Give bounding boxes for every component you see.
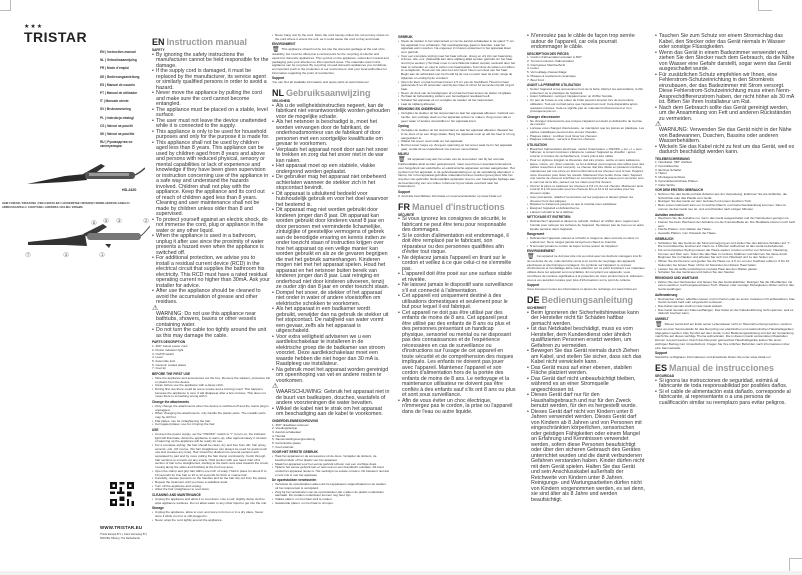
bullet-item: • De gebruiker mag het apparaat niet onbeheerd achterlaten wanneer de stekker zich in het stopcontact bevindt. (272, 175, 390, 192)
bullet-item: • Dompel het snoer, de stekker of het apparaat niet onder in water of andere vloeistoffen om elektrische schokken te voorkomen. (272, 291, 390, 308)
manual-column (655, 34, 795, 406)
subheading: REINIGUNG UND WARTUNG (655, 275, 699, 280)
paragraph: 7. Cool tip (152, 366, 166, 371)
website-link[interactable]: WWW.TRISTAR.EU (100, 525, 143, 530)
language-code: FR (398, 201, 410, 212)
paragraph: 7. Kalte Spitze (655, 182, 675, 187)
company-address: Tristar Europe B.V. | Jules Verneweg 87 | 5015 BH Tilburg | The Netherlands (100, 533, 148, 540)
bullet-item: • Dieses Gerät darf nicht von Kindern unter 8 Jahren verwendet werden. Dieses Gerät darf von Kindern ab 8 Jahren und von Personen mit eingeschränkten körperlichen, sensorischen oder geistigen Fähigkeiten oder einem Mangel an Erfahrung und Kenntnissen verwendet werden, sofern diese Personen beaufsichtigt oder über den sicheren Gebrauch des Gerätes unterrichtet wurden und die damit verbundenen Gefahren verstanden haben. Kinder dürfen nicht mit dem Gerät spielen. Halten Sie das Gerät und sein Anschlusskabel außerhalb der Reichweite von Kindern unter 8 Jahren. Reinigungs- und Wartungsarbeiten dürfen nicht von Kindern vorgenommen werden, es sei denn, sie sind älter als 8 Jahre und werden beaufsichtigt. (527, 410, 645, 504)
bullet-item: • Afin de vous éviter un choc électrique, n'immergez pas le cordon, la prise ou l'appareil dans de l'eau ou autre liquide. (398, 399, 516, 416)
logo-wordmark: TRISTAR (24, 29, 88, 45)
bullet-item: • Dit apparaat mag niet worden gebruikt door kinderen jonger dan 8 jaar. Dit apparaat kan worden gebruikt door kinderen vanaf 8 jaar en door personen met verminderde lichamelijke, zintuiglijke of geestelijke vermogens of gebrek aan de benodigde ervaring en kennis indien ze onder toezicht staan of instructies krijgen over hoe het apparaat op een veilige manier kan worden gebruikt en als ze de gevaren begrijpen die met het gebruik samenhangen. Kinderen mogen niet met het apparaat spelen. Houd het apparaat en het netsnoer buiten bereik van kinderen jonger dan 8 jaar. Laat reiniging en onderhoud niet door kinderen uitvoeren, tenzij ze ouder zijn dan 8 jaar en onder toezicht staan. (272, 208, 390, 291)
qr-code (110, 482, 134, 506)
small-bullet-item: • Beim ersten Gebrauch kann es zu leichter Rauch- und Geruchsentwicklung kommen. Dies ist normal, da das Gerät neu ist, und verschwindet nach einigen Minuten. (655, 204, 795, 211)
small-bullet-item: • Flat plates: use for straightening the hair. (152, 420, 270, 424)
section-title: Instruction manual (166, 37, 248, 47)
bullet-item: • Het apparaat moet op een stabiele, vlakke ondergrond worden geplaatst. (272, 164, 390, 175)
subheading: Support (398, 190, 411, 195)
small-bullet-item: • Never hang unit by the cord. Store the cord loosely coiled. Do not put any stress on the cord where it enters the unit, as it could cause the cord to fray and break. (272, 34, 390, 41)
environment-text (272, 47, 390, 75)
subheading: Support (272, 76, 285, 81)
subheading: Change the attachments (152, 400, 190, 405)
small-bullet-item: • When changing the attachments, only handle the plastic parts. The metallic parts may be still hot. (152, 412, 270, 419)
bullet-item: • Voor extra veiligheid adviseren we u een aardlekschakelaar te installeren in de elektrische groep die de badkamer van stroom voorziet. Deze aardlekschakelaar moet een waarde hebben die niet hoger dan 30 mA is. Raadpleeg uw installateur. (272, 335, 390, 368)
bullet-item: • For additional protection, we advise you to install a residual current device (RCD) in the electrical circuit that supplies the bathroom his electricity. This RCD must have a rated residual operating current no higher than 30mA. Ask your installer for advice. (152, 256, 270, 289)
paragraph: 4. Hebel (655, 171, 667, 176)
subheading: ONDERDELENBESCHRIJVING (272, 418, 319, 423)
environment-body: Dit apparaat mag aan het einde van de levensduur niet bij het normale huishoudelijke afval worden gedeponeerd, maar moet bij een speciaal inzamelpunt voor hergebruik van elektrische en elektronische apparaten worden aangeboden. Het symbool op het apparaat, in de gebruiksaanwijzing en op de verpakking attendeert u hierop. De in het apparaat gebruikte materialen kunnen worden gerecycled. Met het recyclen van gebruikte huishoudelijke apparaten levert u een belangrijke bijdrage aan de bescherming van ons milieu. Informeer bij uw lokale overheid naar het inzamelpunt. (398, 157, 515, 189)
small-bullet-item: • Connect the power supply, set the "ON/OFF" switch to "I" to turn on, the indicator light will illuminate. Allow the appliance to warm-up, after approximately 2 minutes of warming up the appliance will be ready for use. (152, 433, 270, 444)
bullet-item: • Bewegen Sie das Gerät niemals durch Ziehen am Kabel, und stellen Sie sicher, dass sich das Kabel nicht verwickeln kann. (527, 349, 645, 366)
small-bullet-item: • Für ein komplettes Styling müssen die Haare sauber, trocken und frei von Schmutz, Haarspray, Cremes und Ölen sein. Teilen Sie das Haar in mehrere Strähnen und kämmen Sie diese durch. Beginnen Sie im Nacken und arbeiten Sie sich zum Oberkopf und zu den Seiten vor. (655, 249, 795, 260)
bullet-item: • Cet appareil est uniquement destiné à des utilisations domestiques et seulement pour le but pour lequel il est fabriqué. (398, 294, 516, 311)
language-code: ES (655, 362, 668, 373)
environment-body: Cet appareil ne doit pas être mis au rebut avec les déchets ménagers à la fin de sa durée de vie, mais doit être remis à un centre de recyclage des appareils électriques et électroniques ménagers. Ce symbole sur l'appareil, le manuel d'instructions et l'emballage attire votre attention sur ce point important. Les matériaux utilisés dans cet appareil sont recyclables. En recyclant vos appareils, vous contribuez de manière significative à la protection de notre environnement. Adressez-vous à vos autorités locales pour plus d'informations sur le point de collecte. (527, 254, 645, 282)
paragraph: 1. Netzkabel, 360° drehbar (655, 160, 692, 165)
subheading: PARTS DESCRIPTION (152, 340, 186, 345)
small-bullet-item: • Unplug the appliance, allow to cool, and store in its box or in a dry place. Never store it while it is hot or still plugged in. (152, 511, 270, 518)
bullet-item: • The appliance must be placed on a stable, level surface. (152, 108, 270, 119)
callout-number: 3 (118, 218, 121, 223)
section-heading (272, 88, 390, 98)
warning-text: WARNING: Do not use this appliance near bathtubs, showers, basins or other vessels containing water. (156, 310, 257, 328)
small-bullet-item: • Débranchez l'appareil, laissez-le refroidir et rangez-le dans sa boîte ou dans un endroit sec. Ne le rangez jamais lorsqu'il est chaud ou branché. (527, 237, 645, 244)
subheading: USE (152, 428, 159, 433)
bullet-item: • L'appareil doit être posé sur une surface stable et nivelée. (398, 272, 516, 283)
crossed-bin-icon: 🗑 (272, 47, 280, 54)
subheading: SEGURIDAD (655, 373, 675, 378)
curling-iron-image (25, 158, 145, 188)
small-bullet-item: • Allow the hair straightener to cool down. (152, 488, 270, 492)
paragraph: 6. Ceramic coated plates (152, 362, 187, 367)
language-list (100, 50, 148, 152)
small-bullet-item: • Haal het apparaat en de accessoires uit de doos. Verwijder de stickers, de beschermfolie of het plastic van het apparaat. (272, 455, 390, 462)
bullet-item: • By ignoring the safety instructions the manufacturer cannot be held responsible for the damage. (152, 53, 270, 70)
paragraph: 5. Assemble lock (152, 358, 176, 363)
section-heading (527, 295, 645, 305)
small-bullet-item: • Take the appliance and accessories out the box. Remove the stickers, protective foil or plastic from the device. (152, 377, 270, 384)
subheading: ENVIRONMENT (272, 42, 296, 47)
small-bullet-item: • Clean before use the appliance with a damp cloth. (152, 384, 270, 388)
small-bullet-item: • Only change the attachments when the device is switched off and the mains plug is unplugged. (152, 405, 270, 412)
language-item: SK | Návod na použitie (100, 131, 135, 136)
language-item: ES | Manual de usuario (100, 82, 135, 87)
bullet-item: • Verplaats het apparaat nooit door aan het snoer te trekken en zorg dat het snoer niet in de war kan raken. (272, 148, 390, 165)
language-code: EN (152, 37, 165, 47)
subheading: VOOR HET EERSTE GEBRUIK (272, 450, 318, 455)
manual-column (398, 34, 516, 415)
small-bullet-item: • Voor een complete styling moet het haar schoon, droog en vrij zijn van haarspray, crèmes, olie, enz. (Natuurlijk kan deze stijltang altijd worden gebruikt om het haar snel bij te werken.) Het haar moet in verschillende lokken worden verdeeld door het haar te scheiden en vast te zetten met haarspelden. Kam door de lokken om klitten te verwijderen. Houd één lok vast met één hand. Neem een deel van het haar. Begin aan de achterkant van het hoofd bij de nek en werk naar de kruin, langs de zijkanten en eindig bij de voorkant. (398, 55, 516, 81)
bullet-item: • Tauchen Sie zum Schutz vor einem Stromschlag das Kabel, den Stecker oder das Gerät niemals in Wasser oder sonstige Flüssigkeiten. (655, 34, 795, 51)
small-bullet-item: • Ouvrez la pince et saisissez les cheveux à 2,5 cm du cuir chevelu. Maintenez ainsi environ 8 à 10 secondes pour les cheveux fins et 10 à 12 secondes pour les cheveux épais. (527, 185, 645, 196)
small-bullet-item: • Lorsque vous changez d'accessoire, ne manipulez que les pièces en plastique. Les parties métalliques peuvent être encore chaudes. (527, 127, 645, 134)
subheading: SAFETY (152, 48, 165, 52)
bullet-item: • Never move the appliance by pulling the cord and make sure the cord cannot become entangled. (152, 91, 270, 108)
crop-mark (0, 0, 11, 11)
paragraph: 2. Kontrollleuchte (655, 164, 679, 168)
crop-mark (789, 558, 802, 572)
manual-column (527, 34, 645, 503)
bullet-item: • Si le cordon d'alimentation est endommagé, il doit être remplacé par le fabricant, son réparateur ou des personnes qualifiées afin d'éviter tout risque. (398, 234, 516, 256)
bullet-item: • Dieses Gerät darf nur für den Haushaltsgebrauch und nur für den Zweck benutzt werden, für den es hergestellt wurde. (527, 393, 645, 410)
paragraph: 7. Bout froid (527, 77, 544, 82)
warning-icon: ⚠ (152, 304, 159, 312)
bullet-item: • Das Gerät darf nicht unbeaufsichtigt bleiben, während es an einer Stromquelle angeschlossen ist. (527, 377, 645, 394)
callout-number: 2 (145, 218, 148, 223)
paragraph: 3. Ein/Aus-Schalter (655, 167, 682, 172)
small-bullet-item: • Avant l'utilisation, nettoyez l'appareil avec un chiffon humide. (527, 95, 645, 99)
bullet-item: • To protect yourself against an electric shock, do not immerse the cord, plug or appliance in the water or any other liquid. (152, 218, 270, 235)
callout-number: 6 (93, 220, 96, 225)
subheading: TEILEBESCHREIBUNG (655, 156, 690, 161)
cover-panel (0, 0, 150, 575)
small-bullet-item: • Steek de stekker in het stopcontact en zet de aan/uit-schakelaar in de stand "I" om het apparaat in te schakelen. Het voedingslampje gaat nu branden. Laat het apparaat warm worden. Na ongeveer 2 minuten opwarmen is het apparaat klaar voor gebruik. (398, 40, 516, 55)
small-bullet-item: • Reinigen Sie das Gerät vor dem Gebrauch mit einem feuchten Tuch. (655, 200, 795, 204)
paragraph: 3. Aan/uit-schakelaar (272, 429, 301, 434)
bullet-item: • Si vous ignorez les consignes de sécurité, le fabricant ne peut être tenu pour responsable des dommages. (398, 217, 516, 234)
paragraph: 1. 360° draaibaar netsnoer (272, 422, 309, 427)
small-bullet-item: • N'enroulez jamais le cordon de façon serrée autour de l'appareil. (527, 245, 645, 249)
paragraph: 2. Voedingslampje (272, 426, 298, 431)
bullet-item: • Als u de veiligheidsinstructies negeert, kan de fabrikant niet verantwoordelijk worden gehouden voor de mogelijke schade. (272, 104, 390, 121)
small-bullet-item: • Plaques plates : à utiliser pour lisser les cheveux. (527, 135, 645, 139)
manual-column (272, 34, 390, 505)
language-item: EN | Instruction manual (100, 50, 136, 54)
section-title: Manuel d'instructions (412, 201, 505, 212)
language-item: NL | Gebruiksaanwijzing (100, 58, 137, 63)
paragraph: 4. Lever (152, 355, 164, 360)
bullet-item: • Dit apparaat is uitsluitend bedoeld voor huishoudelijk gebruik en voor het doel waarvoor het bestemd is. (272, 192, 390, 209)
paragraph: 5. Verrouillage d'assemblage (527, 70, 567, 75)
small-bullet-item: • For a complete styling, the hair should be clean, dry and free from dirt, hair spray, ceramic, oils. (Of course, this hair straightener can always be used for quick touch ups and creases any time). Hair should be divided into several sections and separated by part and by more pulling the hair clamp consistently. Comb through hair sections to smooth out any snarls. Hold section with one hand. Part off a section of hair to be straightened, starting at the back neck area towards the crown, moving along the sides and finishing at the front top area. (152, 444, 270, 470)
small-bullet-item: • Open de klem en pak het haar binnen 2,5 cm van de hoofdhuid. Houd het haar gedurende 8 tot 10 seconden vast bij dun haar of 10 tot 12 seconden bij dik of grof haar. (398, 81, 516, 92)
bullet-item: • Wickeln Sie das Kabel nicht zu fest um das Gerät, weil es dadurch beschädigt werden kann. (655, 145, 795, 156)
small-bullet-item: • Maak het apparaat voor het eerste gebruik schoon met een vochtige doek. (272, 463, 390, 467)
subheading: Aufsätze wechseln (655, 212, 684, 217)
callout-number: 7 (27, 252, 30, 257)
section-title: Gebruiksaanwijzing (286, 87, 371, 98)
language-item: CS | Návod na použití (100, 123, 133, 128)
small-bullet-item: • Herhaal de behandeling totdat u een bevredigend resultaat heeft. (398, 95, 516, 99)
small-bullet-item: • Wechseln Sie die Aufsätze nur, wenn das Gerät ausgeschaltet und der Netzstecker gezogen ist. (655, 217, 795, 221)
small-bullet-item: • Never wrap the cord tightly around the appliance. (152, 519, 270, 523)
subheading: CLEANING AND MAINTENANCE (152, 493, 201, 498)
environment-text (527, 254, 645, 282)
warning-text: WAARSCHUWING: Gebruik het apparaat niet in de buurt van badkuipen, douches, wastafels of andere voorzieningen die water bevatten. (276, 389, 390, 407)
small-bullet-item: • Schließen Sie das Gerät an die Stromversorgung an und stellen Sie den Ein/Aus-Schalter auf "I". Die Kontrollleuchte leuchtet auf. Nach ca. 2 Minuten Aufheizzeit ist das Gerät betriebsbereit. (655, 242, 795, 249)
language-code: DE (527, 294, 540, 305)
bullet-item: • If the supply cord is damaged, it must be replaced by the manufacturer, its service agent or similarly qualified persons in order to avoid a hazard. (152, 69, 270, 91)
paragraph: Vous trouverez toutes les informations et pièces de rechange sur www.tristar.eu! (527, 287, 637, 292)
section-title: Bedienungsanleitung (541, 294, 634, 305)
paragraph: 5. Samenstellingsvergrendeling (272, 437, 316, 442)
small-bullet-item: • Open the clamp and grip hair within one inch of scalp. Hold in place for about 8 to 10 seconds for fine hair or 10 to 12 seconds for thick or coarse hair. (152, 470, 270, 477)
crossed-bin-icon: 🗑 (527, 254, 535, 261)
warning-icon: ⚠ (655, 121, 662, 128)
small-bullet-item: • During first use there could be some smoke and a burning smell. This happens because the appliance is new. It will disappear after a few minutes. This does not mean there is something wrong with it. (152, 388, 270, 399)
bullet-item: • This appliance shall not be used by children aged less than 8 years. This appliance can be used by children aged from 8 years and above and persons with reduced physical, sensory or mental capabilities or lack of experience and knowledge if they have been given supervision or instruction concerning use of the appliance in a safe way and understand the hazards involved. Children shall not play with the appliance. Keep the appliance and its cord out of reach of children aged less than 8 years. Cleaning and user maintenance shall not be made by children unless older than 8 and supervised. (152, 141, 270, 218)
tristar-logo (24, 24, 104, 44)
language-item: IT | Manuale utente (100, 99, 129, 104)
bullet-item: • When the appliance is used in a bathroom, unplug it after use since the proximity of water presents a hazard even when the appliance is switched off. (152, 234, 270, 256)
bullet-item: • Do not turn the cable too tightly around the unit as this may damage the cable. (152, 328, 270, 339)
subheading: Support (527, 283, 540, 288)
small-bullet-item: • Repeat the treatment until you have a satisfied result. (152, 481, 270, 485)
language-code: NL (272, 87, 284, 98)
small-bullet-item: • Schakel het apparaat uit en verwijder de stekker uit het stopcontact. (398, 99, 516, 103)
small-bullet-item: • Verwissel de opzetstukken alleen als het apparaat is uitgeschakeld en de stekker uit het stopcontact is verwijderd. (272, 483, 390, 490)
small-bullet-item: • Das Gerät niemals am Kabel aufhängen. Das Kabel an der Kabeleinführung nicht spannen, weil es dadurch brechen kann. (655, 309, 795, 316)
subheading: GEBRAUCH (655, 236, 674, 241)
section-heading (655, 363, 795, 373)
bullet-item: • N'enroulez pas le câble de façon trop serrée autour de l'appareil, car cela pourrait endommager le câble. (527, 34, 645, 51)
crop-mark (758, 0, 772, 11)
bullet-item: • Ne laissez jamais le dispositif sans surveillance s'il est connecté à l'alimentation. (398, 283, 516, 294)
section-heading (152, 37, 270, 47)
manual-column (152, 34, 270, 522)
subheading: VEILIGHEID (272, 98, 291, 103)
paragraph: Sämtliche verfügbaren Informationen und Ersatzteile finden Sie unter www.tristar.eu! (655, 355, 771, 359)
small-bullet-item: • Neem de druk van de handgrepen af en laat het haar tussen de platen uit glijden. (398, 92, 516, 96)
language-item: RU | Руководство по эксплуатации (100, 140, 133, 149)
section-heading (398, 202, 516, 212)
small-bullet-item: • Répétez le traitement jusqu'à ce que le résultat vous satisfasse. (527, 203, 645, 207)
paragraph: 6. Keramikbeschichtete Platten (655, 178, 698, 183)
paragraph: 5. Montageverschluss (655, 175, 686, 180)
subheading: REINIGING EN ONDERHOUD (398, 107, 442, 112)
language-item: SV | Bruksanvisning (100, 107, 131, 112)
small-bullet-item: • Plaques ondulées : servent à friser les cheveux. (527, 138, 645, 142)
small-bullet-item: • Ne changez d'accessoire que lorsque l'appareil est éteint et débranché de la prise de courant. (527, 120, 645, 127)
small-bullet-item: • Ziehen Sie den Netzstecker und lassen Sie das Gerät abkühlen. Reinigen Sie die Oberflächen mit einem weichen, leicht angefeuchteten Tuch. Wasser oder sonstige Flüssigkeiten dürfen nicht in das Gerät eindringen. (655, 281, 795, 292)
small-bullet-item: • Avec précaution, relâchez la pression sur les poignées et laissez glisser les cheveux hors des plaques. (527, 196, 645, 203)
small-bullet-item: • Lassen Sie die Griffe vorsichtig los und das Haar aus den Platten gleiten. (655, 268, 795, 272)
bullet-item: • This appliance is only to be used for household purposes and only for the purpose it is made for. (152, 130, 270, 141)
paragraph: 6. Keramische platen (272, 441, 302, 446)
small-bullet-item: • Éteignez l'appareil et débranchez-le. (527, 207, 645, 211)
subheading: UMWELT (655, 317, 669, 322)
model-number: HD-2420 (122, 188, 137, 192)
callout-number: 5 (105, 218, 108, 223)
small-bullet-item: • Gewellte Platten: zum Kräuseln der Haare. (655, 232, 795, 236)
bullet-item: • Wenn das Gerät in einem Badezimmer verwendet wird, ziehen Sie den Stecker nach dem Gebrauch, da die Nähe von Wasser eine Gefahr darstellt, sogar wenn das Gerät ausgeschaltet wurde. (655, 51, 795, 73)
small-bullet-item: • Schalten Sie das Gerät aus und ziehen Sie den Stecker. (655, 271, 795, 275)
small-bullet-item: • Zorg bij het verwisselen van de opzetstukken dat u alleen de plastic onderdelen aanraakt. De metalen onderdelen kunnen nog heet zijn. (272, 491, 390, 498)
bullet-item: • Nach dem Gebrauch sollte das Gerät gereinigt werden, um die Ansammlung von Fett und anderen Rückständen zu vermeiden. (655, 106, 795, 123)
section-title: Manual de instrucciones (669, 362, 775, 373)
subheading: AVANT LA PREMIÈRE UTILISATION (527, 83, 581, 88)
bullet-item: • Si el cable de alimentación está dañado, corresponde al fabricante, al representante o a una persona de cualificación similar su reemplazo para evitar peligros. (655, 390, 795, 407)
small-bullet-item: • Branchez l'alimentation électrique, mettez l'interrupteur « ON/OFF » sur « I » pour l'allumer, le témoin lumineux s'allumera. Laissez l'appareil se chauffer ; après environ 2 minutes de réchauffement, il sera prêt à être utilisé. (527, 148, 645, 159)
warning-text: WARNUNG: Verwenden Sie das Gerät nicht in der Nähe von Badewannen, Duschen, Bassins oder anderen Wasserbehältern. (659, 127, 792, 144)
small-bullet-item: • Carefully, release pressure on the handles and let the hair slip out from the plates. (152, 477, 270, 481)
bullet-item: • Na gebruik moet het apparaat worden gereinigd om opeenhoping van vet en andere resten te voorkomen. (272, 368, 390, 385)
bullet-item: • After use the appliance should be cleaned to avoid the accumulation of grease and other residues. (152, 289, 270, 306)
language-item: DE | Bedienungsanleitung (100, 74, 140, 79)
small-bullet-item: • Rol het snoer losjes op. Zet geen spanning op het snoer waar het in het apparaat gaat, omdat dit een kabelbreuk zou kunnen veroorzaken. (398, 144, 516, 151)
small-bullet-item: • Laat de stijltang afkoelen. (398, 103, 516, 107)
callout-number: 1 (101, 252, 104, 257)
bullet-item: • Das Gerät muss auf einer ebenen, stabilen Fläche platziert werden. (527, 366, 645, 377)
small-bullet-item: • Laissez refroidir le fer à défriser. (527, 211, 645, 215)
bullet-item: • Beim Ignorieren der Sicherheitshinweise kann der Hersteller nicht für Schäden haftbar gemacht werden. (527, 311, 645, 328)
page-edge (0, 571, 802, 575)
subheading: Changer d'accessoire (527, 114, 561, 119)
small-bullet-item: • Das Kabel niemals straff um das Gerät wickeln. (655, 305, 795, 309)
subheading: ENVIRONNEMENT (527, 249, 555, 254)
subheading: Support (655, 351, 668, 356)
small-bullet-item: • Öffnen Sie die Klemme und greifen Sie die Haare ca. 2,5 cm von der Kopfhaut entfernt. 8 bis 10 Sekunden bei feinem Haar, 10 bis 12 Sekunden bei dickem Haar halten. (655, 260, 795, 267)
language-item: FR | Mode d'emploi (100, 66, 130, 71)
subheading: VOR DEM ERSTEN GEBRAUCH (655, 188, 703, 193)
parts-diagram (25, 218, 150, 260)
subheading: UTILISATION (527, 142, 547, 147)
paragraph: U vindt alle beschikbare informatie en reserveonderdelen op www.tristar.eu! (398, 193, 502, 198)
paragraph: 1. 360° swivel power cord (152, 344, 188, 349)
logo-stars: ★★★ (24, 24, 44, 30)
subheading: GEBRUIK (398, 35, 413, 39)
bullet-item: • Cet appareil ne doit pas être utilisé par des enfants de moins de 8 ans. Cet appareil peut être utilisé par des enfants de 8 ans ou plus et des personnes présentant un handicap physique, sensoriel ou mental ou ne disposant pas des connaissances et de l'expérience nécessaires en cas de surveillance ou d'instructions sur l'usage de cet appareil en toute sécurité et de compréhension des risques impliqués. Les enfants ne doivent pas jouer avec l'appareil. Maintenez l'appareil et son cordon d'alimentation hors de la portée des enfants de moins de 8 ans. Le nettoyage et la maintenance utilisateur ne doivent pas être confiés à des enfants sauf s'ils ont 8 ans ou plus et sont sous surveillance. (398, 311, 516, 399)
environment-body: This appliance should not be put into the domestic garbage at the end of its durability, but must be offered at a central point for the recycling of electric and electronic domestic appliances. This symbol on the appliance, instruction manual and packaging puts your attention to this important issue. The materials used in this appliance can be recycled. By recycling of used domestic appliances you contribute an important push to the protection of our environment. Ask your local authorities for information regarding the point of recollection. (272, 47, 389, 75)
language-item: PL | Instrukcja obsługi (100, 115, 134, 120)
crossed-bin-icon: 🗑 (655, 321, 663, 328)
paragraph: 4. Levier (527, 66, 539, 71)
small-bullet-item: • Tijdens het eerste gebruik kan er wat rook en een brandlucht ontstaan. Dit komt omdat het apparaat nieuw is. Het verdwijnt na enkele minuten. Dit betekent niet dat er iets mis is met het apparaat. (272, 466, 390, 477)
subheading: NETTOYAGE ET ENTRETIEN (527, 215, 571, 220)
paragraph: 4. Hendel (272, 433, 286, 438)
small-bullet-item: • Flache Platten: zum Glätten der Haare. (655, 228, 795, 232)
callout-number: 4 (65, 252, 68, 257)
warning-item (152, 304, 270, 329)
small-bullet-item: • Fassen Sie beim Wechseln der Aufsätze nur die Kunststoffteile an. Die Metallteile können noch heiß sein. (655, 221, 795, 228)
paragraph: 2. Power indicator light (152, 347, 184, 352)
small-bullet-item: • Corrugated plates: use for crimping the hair. (152, 423, 270, 427)
subheading: De opzetstukken verwisselen (272, 478, 317, 483)
paragraph: 3. On/Off switch (152, 351, 174, 356)
bullet-item: • The user must not leave the device unattended while it is connected to the supply. (152, 119, 270, 130)
bullet-item: • Als het apparaat in een badkamer wordt gebruikt, verwijder dan na gebruik de stekker uit het stopcontact. De nabijheid van water vormt een gevaar, zelfs als het apparaat is uitgeschakeld. (272, 307, 390, 335)
subheading: Rangement (527, 232, 545, 237)
environment-text (398, 157, 516, 189)
subheading: SICHERHEIT (527, 305, 547, 310)
subheading: Opslag (398, 124, 409, 129)
small-bullet-item: • Gekartelde platen: om het haar te crimpen. (272, 502, 390, 506)
paragraph: 6. Plaques à revêtement céramique (527, 73, 576, 78)
bullet-item: • Si ignora las instrucciones de seguridad, eximirá al fabricante de toda responsabilidad por posibles daños. (655, 379, 795, 390)
small-bullet-item: • Vlakke platen: om het haar steil te maken. (272, 498, 390, 502)
paragraph: 1. Cordon d'alimentation pivotant à 360° (527, 55, 582, 60)
bullet-item: • Für zusätzlichen Schutz empfehlen wir Ihnen, eine Fehlerstrom-Schutzeinrichtung in den Stromkreis einzubauen, der das Badezimmer mit Strom versorgt. Diese Fehlerstrom-Schutzeinrichtung muss einen Nenn-Ansprechdifferenzstrom haben, der nicht höher als 30 mA ist. Bitten Sie Ihren Installateur um Rat. (655, 73, 795, 106)
subheading: DESCRIPTION DES PIÈCES (527, 51, 569, 56)
environment-body: Dieses Gerät darf am Ende seiner Lebensdauer nicht im Hausmüll entsorgt werden, sondern muss an einer Sammelstelle für das Recycling von elektrischen und elektronischen Haushaltsgeräten abgegeben werden. Das Symbol auf dem Gerät, in der Bedienungsanleitung und auf der Verpackung macht Sie auf dieses wichtige Thema aufmerksam. Die in diesem Gerät verwendeten Materialien können recycelt werden. Durch das Recyceln gebrauchter Haushaltsgeräte leisten Sie einen wichtigen Beitrag zum Umweltschutz. Fragen Sie Ihre örtlichen Behörden nach Informationen über eine Sammelstelle. (655, 321, 794, 350)
crossed-bin-icon: 🗑 (398, 157, 406, 164)
small-bullet-item: • Wikkel het snoer nooit strak om het apparaat. (398, 140, 516, 144)
language-item: PT | Manual de utilizador (100, 90, 138, 95)
small-bullet-item: • Unplug the appliance and allow it to cool down. Use a soft, slightly damp cloth to wipe appliance surfaces. Do not allow water or any other liquid to get into the unit. (152, 498, 270, 505)
subheading: MILIEU (398, 152, 409, 157)
warning-icon: ⚠ (272, 383, 279, 391)
small-bullet-item: • Sortez l'appareil et les accessoires hors de la boîte. Retirez les autocollants, le film protecteur ou le plastique de l'appareil. (527, 88, 645, 95)
bullet-item: • Wikkel de kabel niet te strak om het apparaat om beschadiging aan de kabel te voorkomen. (272, 407, 390, 418)
warning-item (655, 121, 795, 145)
product-names: HAIR CURLER / KRULTANG / FER A BOUCLER / LOCKENSTAB / RIZADOR / MODELADOR DE CABELO / ARRICCIACAPELLI / LOCKTÅNG / LOKÓWKA / KULMA / КУЛЬМА (2, 202, 131, 209)
paragraph: 2. Témoin lumineux d'alimentation (527, 59, 574, 63)
bullet-item: • Als het netsnoer is beschadigd is, moet het worden vervangen door de fabrikant, de onderhoudsmonteur van de fabrikant of door personen met een soortgelijke kwalificatie om gevaar te voorkomen. (272, 120, 390, 148)
small-bullet-item: • Verwijder de stekker uit het stopcontact en laat het apparaat afkoelen. Gebruik een zachte, iets vochtige doek om het apparaat schoon te maken. Zorg ervoor dat er geen water of andere vloeistoffen in het apparaat komt. (398, 112, 516, 123)
paragraph: 7. Koel uiteinde (272, 444, 294, 449)
small-bullet-item: • Débranchez l'appareil et laissez-le refroidir. Utilisez un chiffon doux, légèrement humide pour nettoyer les surfaces de l'appareil. Ne laissez pas de l'eau ou un autre liquide pénétrer dans l'appareil. (527, 220, 645, 231)
paragraph: You can find all available information and spare parts at www.tristar.eu! (272, 80, 369, 85)
bullet-item: • Ne déplacez jamais l'appareil en tirant sur le cordon et veillez à ce que celui-ci ne s'emmêle pas. (398, 256, 516, 273)
bullet-item: • Ist das Netzkabel beschädigt, muss es vom Hersteller, dem Kundendienst oder ähnlich qualifizierten Personen ersetzt werden, um Gefahren zu vermeiden. (527, 327, 645, 349)
environment-text (655, 322, 795, 350)
small-bullet-item: • Verwijder de stekker uit het stopcontact en laat het apparaat afkoelen. Bewaar het in de doos of op een droge plaats. Berg het apparaat nooit op als het heet is of nog aangesloten is. (398, 129, 516, 140)
subheading: SÉCURITÉ (398, 212, 415, 217)
subheading: Storage (152, 506, 164, 511)
small-bullet-item: • Turn off the appliance and unplug. (152, 485, 270, 489)
paragraph: 3. Interrupteur Marche/Arrêt (527, 62, 566, 67)
subheading: Aufbewahrung (655, 292, 678, 297)
small-bullet-item: • Nehmen Sie das Gerät und das Zubehör aus der Verpackung. Entfernen Sie die Aufkleber, die Schutzfolie oder das Plastik vom Gerät. (655, 193, 795, 200)
small-bullet-item: • Netzstecker ziehen, abkühlen lassen und im Karton oder an einem trockenen Ort aufbewahren. Das Gerät niemals heiß oder eingesteckt verstauen. (655, 298, 795, 305)
warning-item (272, 383, 390, 407)
subheading: BEFORE THE FIRST USE (152, 372, 191, 377)
small-bullet-item: • Pour un stylisme intégral, la chevelure doit être propre, sèche et sans salissures, laque, crème, etc. (bien entendu, ce fer à défriser peut toujours être utilisé pour des petites retouches à tout moment). Le cheveu doit être divisé en plusieurs mèches, maintenues par une pince en tirant uniformément les cheveux vers le bas. Peignez votre chevelure pour lisser les nœuds. Maintenez bien tendu d'une main. Séparez une mèche de cheveux à défriser en commençant par la nuque pour remonter vers le sommet de la tête, passez sur les côtés pour finir devant. (527, 159, 645, 185)
small-bullet-item: • Un peu de fumée et une odeur de brûlé peuvent émaner lors de la première utilisation. Tout est normal parce que l'appareil est neuf. Cela disparaîtra après quelques minutes. Cela ne signifie pas un mauvais fonctionnement et n'en provoquera pas un. (527, 99, 645, 114)
